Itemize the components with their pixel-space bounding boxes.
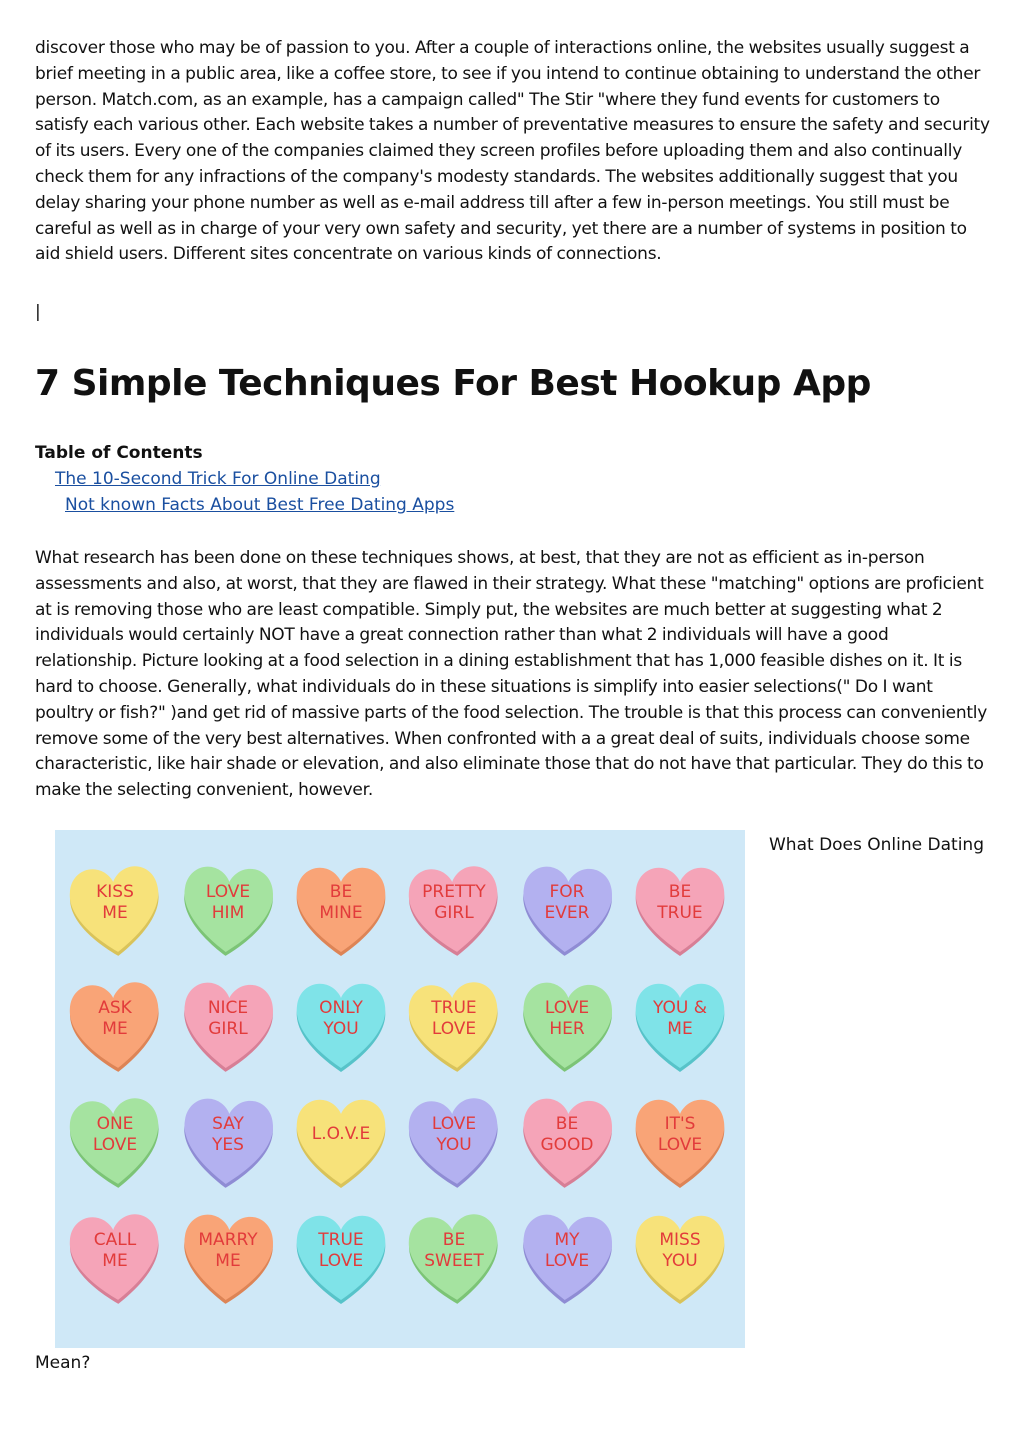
table-of-contents: [35, 440, 454, 518]
candy-heart: [632, 976, 732, 1076]
intro-paragraph: discover those who may be of passion to you. After a couple of interactions online, the websites usually suggest a brief meeting in a public area, like a coffee store, to see if you intend to continue obtaining to understand the other person. Match.com, as an example, has a campaign called" The Stir "where they fund events for customers to satisfy each various other. Each website takes a number of preventative measures to ensure the safety and security of its users. Every one of the companies claimed they screen profiles before uploading them and also continually check them for any infractions of the company's modesty standards. The websites additionally suggest that you delay sharing your phone number as well as e-mail address till after a few in-person meetings. You still must be careful as well as in charge of your very own safety and security, yet there are a number of systems in position to aid shield users. Different sites concentrate on various kinds of connections.: [35, 38, 990, 265]
candy-heart-text: TRUE LOVE: [318, 1230, 364, 1271]
candy-heart-text: BE SWEET: [424, 1230, 484, 1271]
candy-heart: [519, 976, 619, 1076]
toc-title: Table of Contents: [35, 443, 203, 463]
page-title: 7 Simple Techniques For Best Hookup App: [35, 363, 871, 404]
candy-heart-text: IT'S LOVE: [657, 1114, 703, 1155]
candy-heart: [293, 1092, 393, 1192]
candy-heart: [67, 976, 167, 1076]
candy-heart-text: ASK ME: [98, 998, 132, 1039]
candy-heart-text: L.O.V.E: [311, 1124, 371, 1144]
candy-heart-text: BE MINE: [319, 882, 363, 923]
candy-heart-text: TRUE LOVE: [431, 998, 477, 1039]
candy-heart: [180, 860, 280, 960]
candy-heart: [519, 860, 619, 960]
candy-heart-text: FOR EVER: [544, 882, 590, 923]
candy-heart-text: BE GOOD: [540, 1114, 594, 1155]
candy-heart-text: MISS YOU: [659, 1230, 701, 1271]
candy-heart-text: SAY YES: [212, 1114, 244, 1155]
candy-heart: [180, 976, 280, 1076]
candy-heart: [632, 1208, 732, 1308]
candy-heart: [632, 860, 732, 960]
candy-heart-text: MY LOVE: [544, 1230, 590, 1271]
candy-heart-text: LOVE YOU: [431, 1114, 477, 1155]
toc-link-free-dating-apps[interactable]: Not known Facts About Best Free Dating Apps: [65, 495, 455, 515]
body-paragraph: What research has been done on these techniques shows, at best, that they are not as efficient as in-person assessments and also, at worst, that they are flawed in their strategy. What these "matching" options are proficient at is removing those who are least compatible. Simply put, the websites are much better at suggesting what 2 individuals would certainly NOT have a great connection rather than what 2 individuals will have a good relationship. Picture looking at a food selection in a dining establishment that has 1,000 feasible dishes on it. It is hard to choose. Generally, what individuals do in these situations is simplify into easier selections(" Do I want poultry or fish?" )and get rid of massive parts of the food selection. The trouble is that this process can conveniently remove some of the very best alternatives. When confronted with a a great deal of suits, individuals choose some characteristic, like hair shade or elevation, and also eliminate those that do not have that particular. They do this to make the selecting convenient, however.: [35, 548, 988, 801]
toc-link-online-dating[interactable]: The 10-Second Trick For Online Dating: [55, 469, 381, 489]
candy-heart-text: YOU & ME: [653, 998, 707, 1039]
candy-heart-text: KISS ME: [96, 882, 134, 923]
candy-heart: [632, 1092, 732, 1192]
figure-side-caption: What Does Online Dating: [769, 835, 984, 855]
text-cursor-mark: |: [35, 302, 41, 322]
candy-heart: [293, 860, 393, 960]
candy-heart-text: CALL ME: [93, 1230, 137, 1271]
candy-heart: [406, 1208, 506, 1308]
candy-heart: [406, 976, 506, 1076]
candy-heart-text: LOVE HIM: [205, 882, 251, 923]
candy-heart-text: ONE LOVE: [92, 1114, 138, 1155]
candy-heart: [67, 1208, 167, 1308]
candy-heart: [180, 1092, 280, 1192]
page-content: [35, 36, 990, 268]
figure-tail-caption: Mean?: [35, 1353, 91, 1373]
candy-heart-text: ONLY YOU: [319, 998, 363, 1039]
candy-heart-text: MARRY ME: [198, 1230, 258, 1271]
candy-heart: [293, 976, 393, 1076]
candy-heart-text: BE TRUE: [657, 882, 703, 923]
candy-heart: [293, 1208, 393, 1308]
candy-heart: [67, 1092, 167, 1192]
candy-heart-text: LOVE HER: [544, 998, 590, 1039]
candy-heart: [67, 860, 167, 960]
candy-heart: [180, 1208, 280, 1308]
candy-heart: [519, 1208, 619, 1308]
candy-heart-text: PRETTY GIRL: [422, 882, 486, 923]
candy-hearts-image: [55, 830, 745, 1348]
body-section: [35, 546, 990, 804]
candy-heart: [406, 860, 506, 960]
candy-heart: [519, 1092, 619, 1192]
candy-heart-text: NICE GIRL: [207, 998, 249, 1039]
candy-heart: [406, 1092, 506, 1192]
